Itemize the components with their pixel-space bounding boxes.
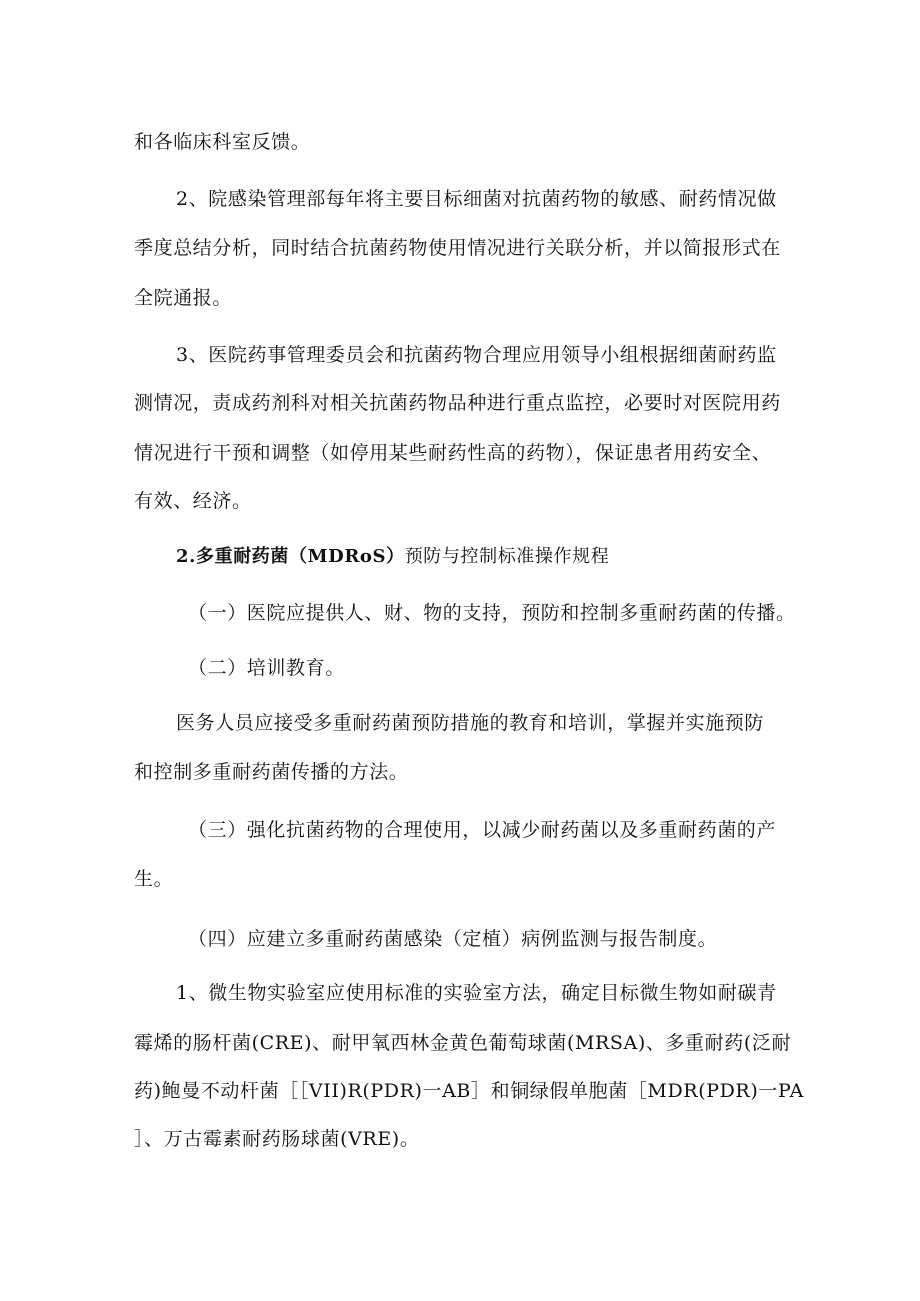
heading-term: 多重耐药菌（MDRoS）	[196, 546, 405, 567]
paragraph-line: 药)鲍曼不动杆菌［［VII)R(PDR)一AB］和铜绿假单胞菌［MDR(PDR)一PA	[134, 1080, 804, 1102]
paragraph-line: 和各临床科室反馈。	[134, 131, 311, 153]
paragraph-line: 情况进行干预和调整（如停用某些耐药性高的药物），保证患者用药安全、	[134, 442, 772, 464]
paragraph-line: 医务人员应接受多重耐药菌预防措施的教育和培训，掌握并实施预防	[176, 712, 765, 734]
paragraph-line: （一）医院应提供人、财、物的支持，预防和控制多重耐药菌的传播。	[188, 602, 796, 624]
paragraph-line: 2、院感染管理部每年将主要目标细菌对抗菌药物的敏感、耐药情况做	[176, 188, 777, 210]
paragraph-line: ］、万古霉素耐药肠球菌(VRE)。	[134, 1128, 420, 1150]
paragraph-line: 全院通报。	[134, 287, 233, 309]
section-heading	[176, 545, 836, 569]
paragraph-line: 生。	[134, 868, 174, 890]
paragraph-line: 季度总结分析，同时结合抗菌药物使用情况进行关联分析，并以简报形式在	[134, 237, 781, 259]
paragraph-line: （四）应建立多重耐药菌感染（定植）病例监测与报告制度。	[188, 928, 718, 950]
paragraph-line: 霉烯的肠杆菌(CRE)、耐甲氧西林金黄色葡萄球菌(MRSA)、多重耐药(泛耐	[134, 1032, 792, 1054]
paragraph-line: 1、微生物实验室应使用标准的实验室方法，确定目标微生物如耐碳青	[176, 982, 777, 1004]
heading-number: 2.	[176, 546, 196, 567]
paragraph-line: 和控制多重耐药菌传播的方法。	[134, 761, 409, 783]
paragraph-line: 3、医院药事管理委员会和抗菌药物合理应用领导小组根据细菌耐药监	[176, 344, 777, 366]
paragraph-line: （二）培训教育。	[188, 657, 345, 679]
paragraph-line: 有效、经济。	[134, 490, 252, 512]
paragraph-line: 测情况，责成药剂科对相关抗菌药物品种进行重点监控，必要时对医院用药	[134, 392, 781, 414]
heading-text: 预防与控制标准操作规程	[404, 546, 610, 567]
paragraph-line: （三）强化抗菌药物的合理使用，以减少耐药菌以及多重耐药菌的产	[188, 819, 777, 841]
